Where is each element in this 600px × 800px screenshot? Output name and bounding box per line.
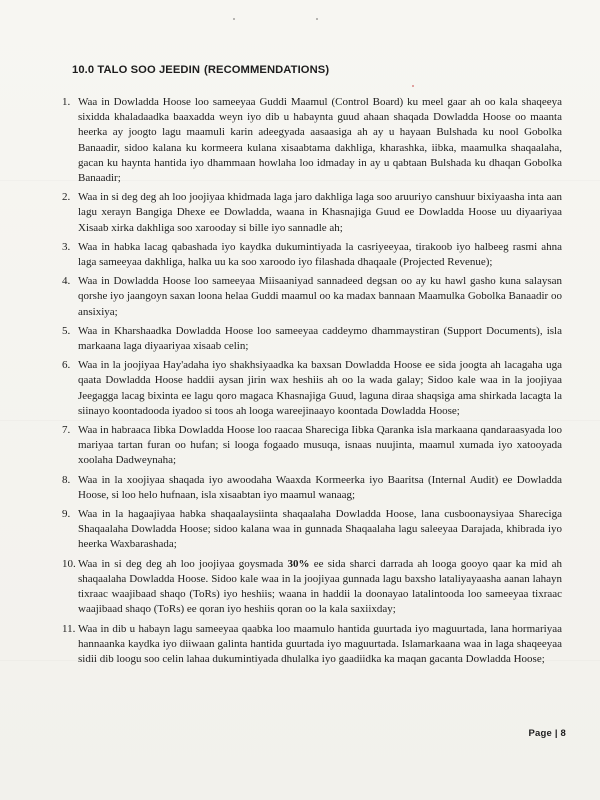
scan-speck <box>316 18 318 20</box>
item-text: Waa in dib u habayn lagu sameeyaa qaabka loo maamulo hantida guurtada iyo maguurtada, lana hormariyaa hannaanka kaydka iyo diiwaan galinta hantida guurtada iyo maguurtada. Islamarkaana waa in laga shaqeeyaa sidii dib loogu soo celin lahaa dukumintiyada dhulalka iyo gaadiidka ka maqan gacanta Dowladda Hoose; <box>78 622 562 665</box>
item-number: 4. <box>62 275 71 288</box>
recommendation-item <box>62 557 562 618</box>
scan-artifact <box>0 180 600 181</box>
item-number: 8. <box>62 473 71 486</box>
recommendation-item <box>62 507 562 553</box>
percentage-highlight: 30% <box>287 557 310 570</box>
item-number: 9. <box>62 508 71 521</box>
recommendation-item <box>62 240 562 270</box>
scan-artifact <box>0 420 600 421</box>
item-text: Waa in si deg deg ah loo joojiyaa khidmada laga jaro dakhliga laga soo aruuriyo canshuur bixiyaasha inta aan lagu xerayn Bangiga Dhexe ee Dowladda, waana in Khasnajiga Guud ee Dowladda Hoose uu diyaariyaa Xisaab xirka dakhliga soo xarooday si bille iyo sannadle ah; <box>78 191 562 234</box>
item-text: Waa in Dowladda Hoose loo sameeyaa Guddi Maamul (Control Board) ku meel gaar ah oo kala shaqeeya sixidda khaladaadka baaxadda weyn iyo dib u habaynta guud ahaan shaqada Dowladda Hoose oo maanta heerka ay joogto lagu maamuli karin adeegyada aasaasiga ah ay u hayaan Bulshada ku nool Gobolka Banaadir, sidoo kalana ku kormeera kulana xisaabtama dakhliga, kharashka, iibka, maamulka shaqaalaha, gacan ku haynta hantida iyo dhammaan howlaha loo idmaday in ay u qabtaan Bulshada ku dhaqan Gobolka Banaadir; <box>78 96 562 185</box>
item-text: Waa in habraaca Iibka Dowladda Hoose loo raacaa Shareciga Iibka Qaranka isla markaana qandaraasyada loo mariyaa tartan furan oo hufan; si looga fogaado musuqa, isnaas nuujinta, maamul xumada iyo xatooyada xoolaha Dadweynaha; <box>78 424 562 467</box>
item-text: Waa in la xoojiyaa shaqada iyo awoodaha Waaxda Kormeerka iyo Baaritsa (Internal Audit) ee Dowladda Hoose, si loo helo hufnaan, isla xisaabtan iyo maamul wanaag; <box>78 473 562 501</box>
recommendation-item <box>62 190 562 236</box>
recommendations-list <box>62 95 562 671</box>
item-number: 7. <box>62 424 71 437</box>
item-number: 1. <box>62 96 71 108</box>
recommendation-item <box>62 274 562 320</box>
recommendation-item <box>62 324 562 354</box>
section-subtitle: (RECOMMENDATIONS) <box>204 64 330 76</box>
item-number: 10. <box>62 557 76 570</box>
item-text: Waa in la hagaajiyaa habka shaqaalaysiinta shaqaalaha Dowladda Hoose, lana cusboonaysiyaa Shareciga Shaqaalaha Dowladda Hoose; sidoo kalana waa in gunnada Shaqaalaha lagu saleeyaa Darajada, khibrada iyo heerka Waxbarashada; <box>78 508 562 551</box>
recommendation-item <box>62 423 562 469</box>
page-number: Page | 8 <box>528 728 566 739</box>
item-text: Waa in Dowladda Hoose loo sameeyaa Miisaaniyad sannadeed degsan oo ay ku hawl gasho kuna salaysan qorshe iyo jaangoyn saxan loona helaa Guddi maamul oo ka madax bannaan Maamulka Gobolka Banaadir oo ansixiya; <box>78 275 562 318</box>
scan-artifact <box>0 660 600 661</box>
item-text-part: Waa in si deg deg ah loo joojiyaa goysmada <box>78 557 288 570</box>
item-number: 2. <box>62 191 71 204</box>
item-text <box>78 557 562 618</box>
item-text-part: ee sida sharci darrada ah looga gooyo qaar ka mid ah shaqaalaha Dowladda Hoose. Sidoo kale waa in la joojiyaa gunnada lagu baxsho lataliyayaasha aanan lahayn tixraac waajibaad shaqo (ToRs) iyo heshiis; waana in haddii la doonayao latalintooda loo sameeyaa tixraac waajibaad shaqo (ToRs) ee qoran iyo heshiis qoran oo la kala saxiixday; <box>78 557 562 616</box>
item-text: Waa in Kharshaadka Dowladda Hoose loo sameeyaa caddeymo dhammaystiran (Support Documents), isla markaana laga diyaariyaa xisaab celin; <box>78 324 562 353</box>
scan-speck <box>233 18 235 20</box>
scan-speck <box>412 85 414 87</box>
item-text: Waa in habka lacag qabashada iyo kaydka dukumintiyada la casriyeeyaa, tirakoob iyo halbeeg rasmi ahna laga sameeyaa dakhliga, halka uu ka soo xaroodo iyo filashada dhaqaale (Projected Revenue); <box>78 240 562 269</box>
item-number: 6. <box>62 359 71 372</box>
section-heading <box>72 64 329 76</box>
item-number: 3. <box>62 240 71 253</box>
recommendation-item <box>62 358 562 419</box>
item-number: 5. <box>62 324 71 337</box>
item-text: Waa in la joojiyaa Hay'adaha iyo shakhsiyaadka ka baxsan Dowladda Hoose ee sida joogta ah lacagaha uga qaata Dowladda Hoose haddii aysan jirin wax heshiis ah oo la wada galay; Sidoo kale waa in la joojiyaa Jeegagga lacag bixinta ee lagu qoro magaca Khasnajiga Guud, laguna diraa shaqsiga ama shirkada lacagta la siinayo koontadooda iyadoo si toos ah looga wareejinaayo koontada Dowladda Hoose; <box>78 359 562 417</box>
item-number: 11. <box>62 622 76 635</box>
recommendation-item <box>62 473 562 503</box>
section-title: 10.0 TALO SOO JEEDIN <box>72 64 200 76</box>
recommendation-item <box>62 95 562 186</box>
